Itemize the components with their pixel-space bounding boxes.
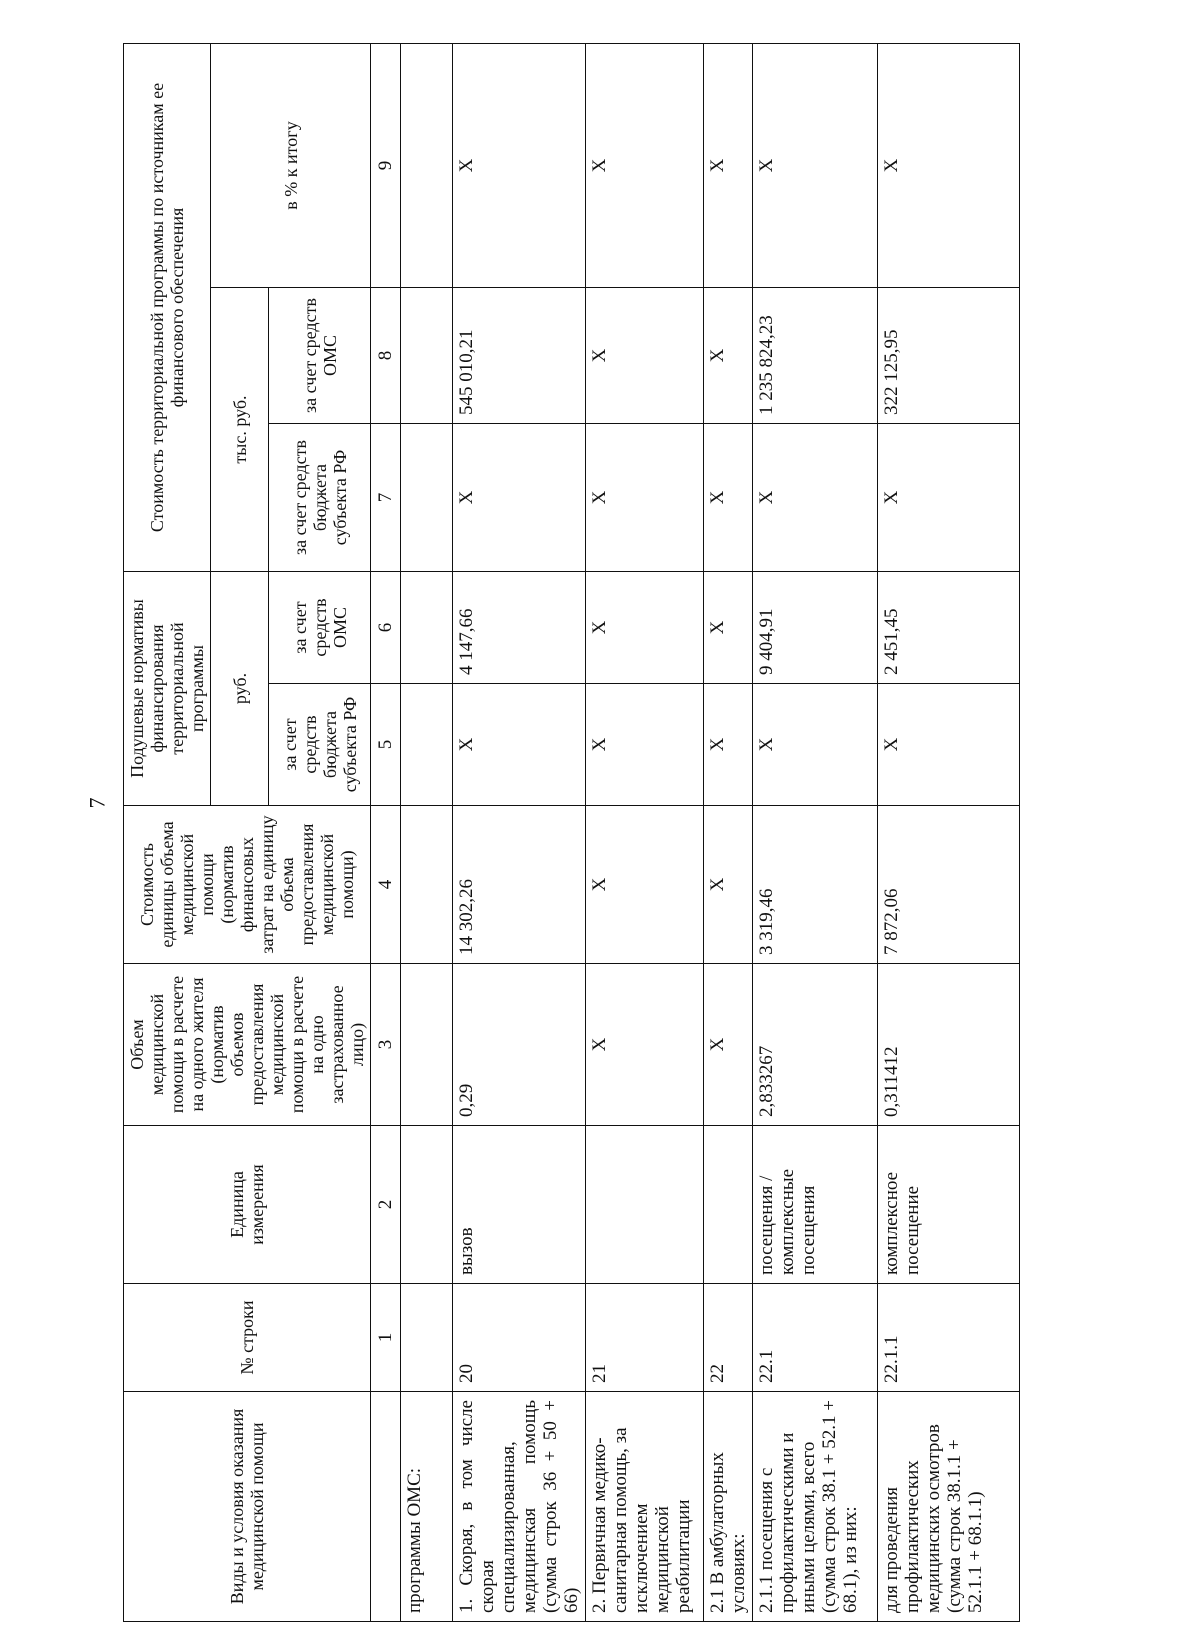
table-row — [453, 43, 586, 1621]
table-row — [586, 43, 704, 1621]
row-cost-budget: X — [704, 424, 753, 572]
row-unit — [401, 1126, 453, 1284]
header-norm-oms: за счет средств ОМС — [269, 572, 371, 684]
row-volume: 0,29 — [453, 964, 586, 1126]
index-cell: 8 — [371, 288, 401, 424]
index-cell: 7 — [371, 424, 401, 572]
index-cell: 2 — [371, 1126, 401, 1284]
row-cost-budget: X — [753, 424, 878, 572]
row-volume: X — [586, 964, 704, 1126]
row-unit — [704, 1126, 753, 1284]
index-cell: 9 — [371, 43, 401, 287]
row-percent: X — [753, 43, 878, 287]
index-cell: 4 — [371, 806, 401, 964]
row-volume — [401, 964, 453, 1126]
row-number — [401, 1284, 453, 1392]
rotated-page — [123, 44, 986, 1622]
row-cost-oms: 1 235 824,23 — [753, 288, 878, 424]
header-unit: Единица измерения — [124, 1126, 371, 1284]
row-volume: 2,833267 — [753, 964, 878, 1126]
row-cost-oms — [401, 288, 453, 424]
row-cost-budget: X — [453, 424, 586, 572]
row-unit: комплексное посещение — [878, 1126, 1020, 1284]
header-norm-unit: руб. — [211, 572, 269, 806]
row-norm-budget — [401, 684, 453, 806]
header-cost-oms: за счет средств ОМС — [269, 288, 371, 424]
row-norm-budget: X — [453, 684, 586, 806]
row-percent: X — [586, 43, 704, 287]
row-volume: 0,311412 — [878, 964, 1020, 1126]
row-volume: X — [704, 964, 753, 1126]
row-norm-budget: X — [586, 684, 704, 806]
header-norm-budget: за счет средств бюджета субъекта РФ — [269, 684, 371, 806]
row-unit: посещения / комплексные посещения — [753, 1126, 878, 1284]
index-cell: 1 — [371, 1284, 401, 1392]
row-cost-budget: X — [878, 424, 1020, 572]
index-cell: 3 — [371, 964, 401, 1126]
index-cell — [371, 1392, 401, 1622]
header-program-cost: Стоимость территориальной программы по источникам ее финансового обеспечения — [124, 43, 211, 571]
row-norm-oms: 2 451,45 — [878, 572, 1020, 684]
row-unit-cost — [401, 806, 453, 964]
row-unit — [586, 1126, 704, 1284]
header-cost-budget: за счет средств бюджета субъекта РФ — [269, 424, 371, 572]
row-percent: X — [704, 43, 753, 287]
header-volume: Объем медицинской помощи в расчете на одного жителя (норматив объемов предоставления медицинской помощи в расчете на одно застрахованное лицо) — [124, 964, 371, 1126]
row-name: для проведения профилактических медицинских осмотров (сумма строк 38.1.1 + 52.1.1 + 68.1.1) — [878, 1392, 1020, 1622]
row-unit-cost: 3 319,46 — [753, 806, 878, 964]
row-percent: X — [878, 43, 1020, 287]
table-row — [704, 43, 753, 1621]
table-row — [401, 43, 453, 1621]
row-norm-oms — [401, 572, 453, 684]
row-norm-oms: X — [704, 572, 753, 684]
row-number: 22.1.1 — [878, 1284, 1020, 1392]
row-unit: вызов — [453, 1126, 586, 1284]
header-unit-cost: Стоимость единицы объема медицинской помощи (норматив финансовых затрат на единицу объема предоставления медицинской помощи) — [124, 806, 371, 964]
row-unit-cost: X — [704, 806, 753, 964]
row-cost-oms: X — [586, 288, 704, 424]
financing-table — [123, 43, 1020, 1622]
row-cost-oms: X — [704, 288, 753, 424]
row-cost-budget — [401, 424, 453, 572]
page-number: 7 — [84, 797, 110, 809]
row-name: 2.1.1 посещения с профилактическими и иными целями, всего (сумма строк 38.1 + 52.1 + 68.1), из них: — [753, 1392, 878, 1622]
row-unit-cost: X — [586, 806, 704, 964]
header-percent: в % к итогу — [211, 43, 371, 287]
row-norm-oms: X — [586, 572, 704, 684]
row-name: программы ОМС: — [401, 1392, 453, 1622]
index-row — [371, 43, 401, 1621]
row-percent — [401, 43, 453, 287]
table-row — [878, 43, 1020, 1621]
index-cell: 5 — [371, 684, 401, 806]
row-norm-budget: X — [704, 684, 753, 806]
row-name: 2.1 В амбулаторных условиях: — [704, 1392, 753, 1622]
header-cost-unit: тыс. руб. — [211, 288, 269, 572]
row-cost-oms: 322 125,95 — [878, 288, 1020, 424]
row-name: 2. Первичная медико-санитарная помощь, за исключением медицинской реабилитации — [586, 1392, 704, 1622]
index-cell: 6 — [371, 572, 401, 684]
row-number: 20 — [453, 1284, 586, 1392]
row-unit-cost: 14 302,26 — [453, 806, 586, 964]
row-name: 1. Скорая, в том числе скорая специализированная, медицинская помощь (сумма строк 36 + 50 + 66) — [453, 1392, 586, 1622]
row-norm-budget: X — [753, 684, 878, 806]
row-percent: X — [453, 43, 586, 287]
header-row-1 — [124, 43, 211, 1621]
table-row — [753, 43, 878, 1621]
row-number: 22 — [704, 1284, 753, 1392]
header-kind: Виды и условия оказания медицинской помощи — [124, 1392, 371, 1622]
row-number: 21 — [586, 1284, 704, 1392]
header-row-number: № строки — [124, 1284, 371, 1392]
row-norm-oms: 4 147,66 — [453, 572, 586, 684]
row-norm-budget: X — [878, 684, 1020, 806]
row-unit-cost: 7 872,06 — [878, 806, 1020, 964]
header-per-capita-norms: Подушевые нормативы финансирования территориальной программы — [124, 572, 211, 806]
row-cost-oms: 545 010,21 — [453, 288, 586, 424]
row-norm-oms: 9 404,91 — [753, 572, 878, 684]
row-number: 22.1 — [753, 1284, 878, 1392]
row-cost-budget: X — [586, 424, 704, 572]
